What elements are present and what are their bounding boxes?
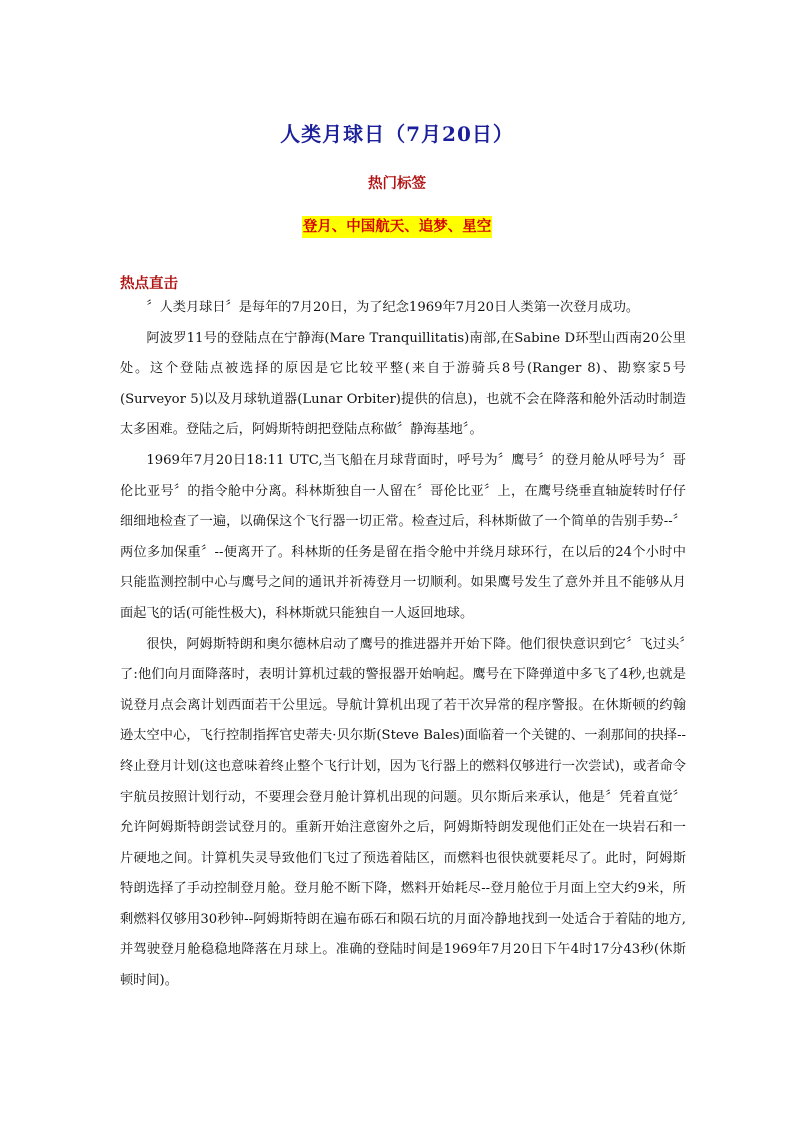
article-body xyxy=(120,293,686,997)
paragraph-4: 很快，阿姆斯特朗和奥尔德林启动了鹰号的推进器并开始下降。他们很快意识到它〞飞过头〞了:他们向月面降落时，表明计算机过载的警报器开始响起。鹰号在下降弹道中多飞了4秒,也就是说登月点会离计划西面若干公里远。导航计算机出现了若干次异常的程序警报。在休斯顿的约翰逊太空中心，飞行控制指挥官史蒂夫·贝尔斯(Steve Bales)面临着一个关键的、一刹那间的抉择--终止登月计划(这也意味着终止整个飞行计划，因为飞行器上的燃料仅够进行一次尝试)，或者命令宇航员按照计划行动，不要理会登月舱计算机出现的问题。贝尔斯后来承认，他是〞凭着直觉〞允许阿姆斯特朗尝试登月的。重新开始注意窗外之后，阿姆斯特朗发现他们正处在一块岩石和一片硬地之间。计算机失灵导致他们飞过了预选着陆区，而燃料也很快就要耗尽了。此时，阿姆斯特朗选择了手动控制登月舱。登月舱不断下降，燃料开始耗尽--登月舱位于月面上空大约9米，所剩燃料仅够用30秒钟--阿姆斯特朗在遍布砾石和陨石坑的月面冷静地找到一处适合于着陆的地方,并驾驶登月舱稳稳地降落在月球上。准确的登陆时间是1969年7月20日下午4时17分43秒(休斯顿时间)。 xyxy=(120,636,686,989)
tags-heading: 热门标签 xyxy=(368,175,426,192)
paragraph-2: 阿波罗11号的登陆点在宁静海(Mare Tranquillitatis)南部,在Sabine D环型山西南20公里处。这个登陆点被选择的原因是它比较平整(来自于游骑兵8号(Ranger 8)、勘察家5号(Surveyor 5)以及月球轨道器(Lunar Orbiter)提供的信息)，也就不会在降落和舱外活动时制造太多困难。登陆之后，阿姆斯特朗把登陆点称做〞静海基地〞。 xyxy=(120,330,686,438)
document-title: 人类月球日（7月20日） xyxy=(280,122,514,146)
section-heading: 热点直击 xyxy=(120,275,178,292)
tags-highlight: 登月、中国航天、追梦、星空 xyxy=(302,216,493,238)
paragraph-1: 〞人类月球日〞是每年的7月20日，为了纪念1969年7月20日人类第一次登月成功。 xyxy=(146,300,640,315)
tags-container xyxy=(0,216,794,238)
paragraph-3: 1969年7月20日18:11 UTC,当飞船在月球背面时，呼号为〞鹰号〞的登月舱从呼号为〞哥伦比亚号〞的指令舱中分离。科林斯独自一人留在〞哥伦比亚〞上，在鹰号绕垂直轴旋转时仔仔细细地检查了一遍，以确保这个飞行器一切正常。检查过后，科林斯做了一个简单的告别手势--〞两位多加保重〞--便离开了。科林斯的任务是留在指令舱中并绕月球环行，在以后的24个小时中只能监测控制中心与鹰号之间的通讯并祈祷登月一切顺利。如果鹰号发生了意外并且不能够从月面起飞的话(可能性极大)，科林斯就只能独自一人返回地球。 xyxy=(120,452,686,621)
